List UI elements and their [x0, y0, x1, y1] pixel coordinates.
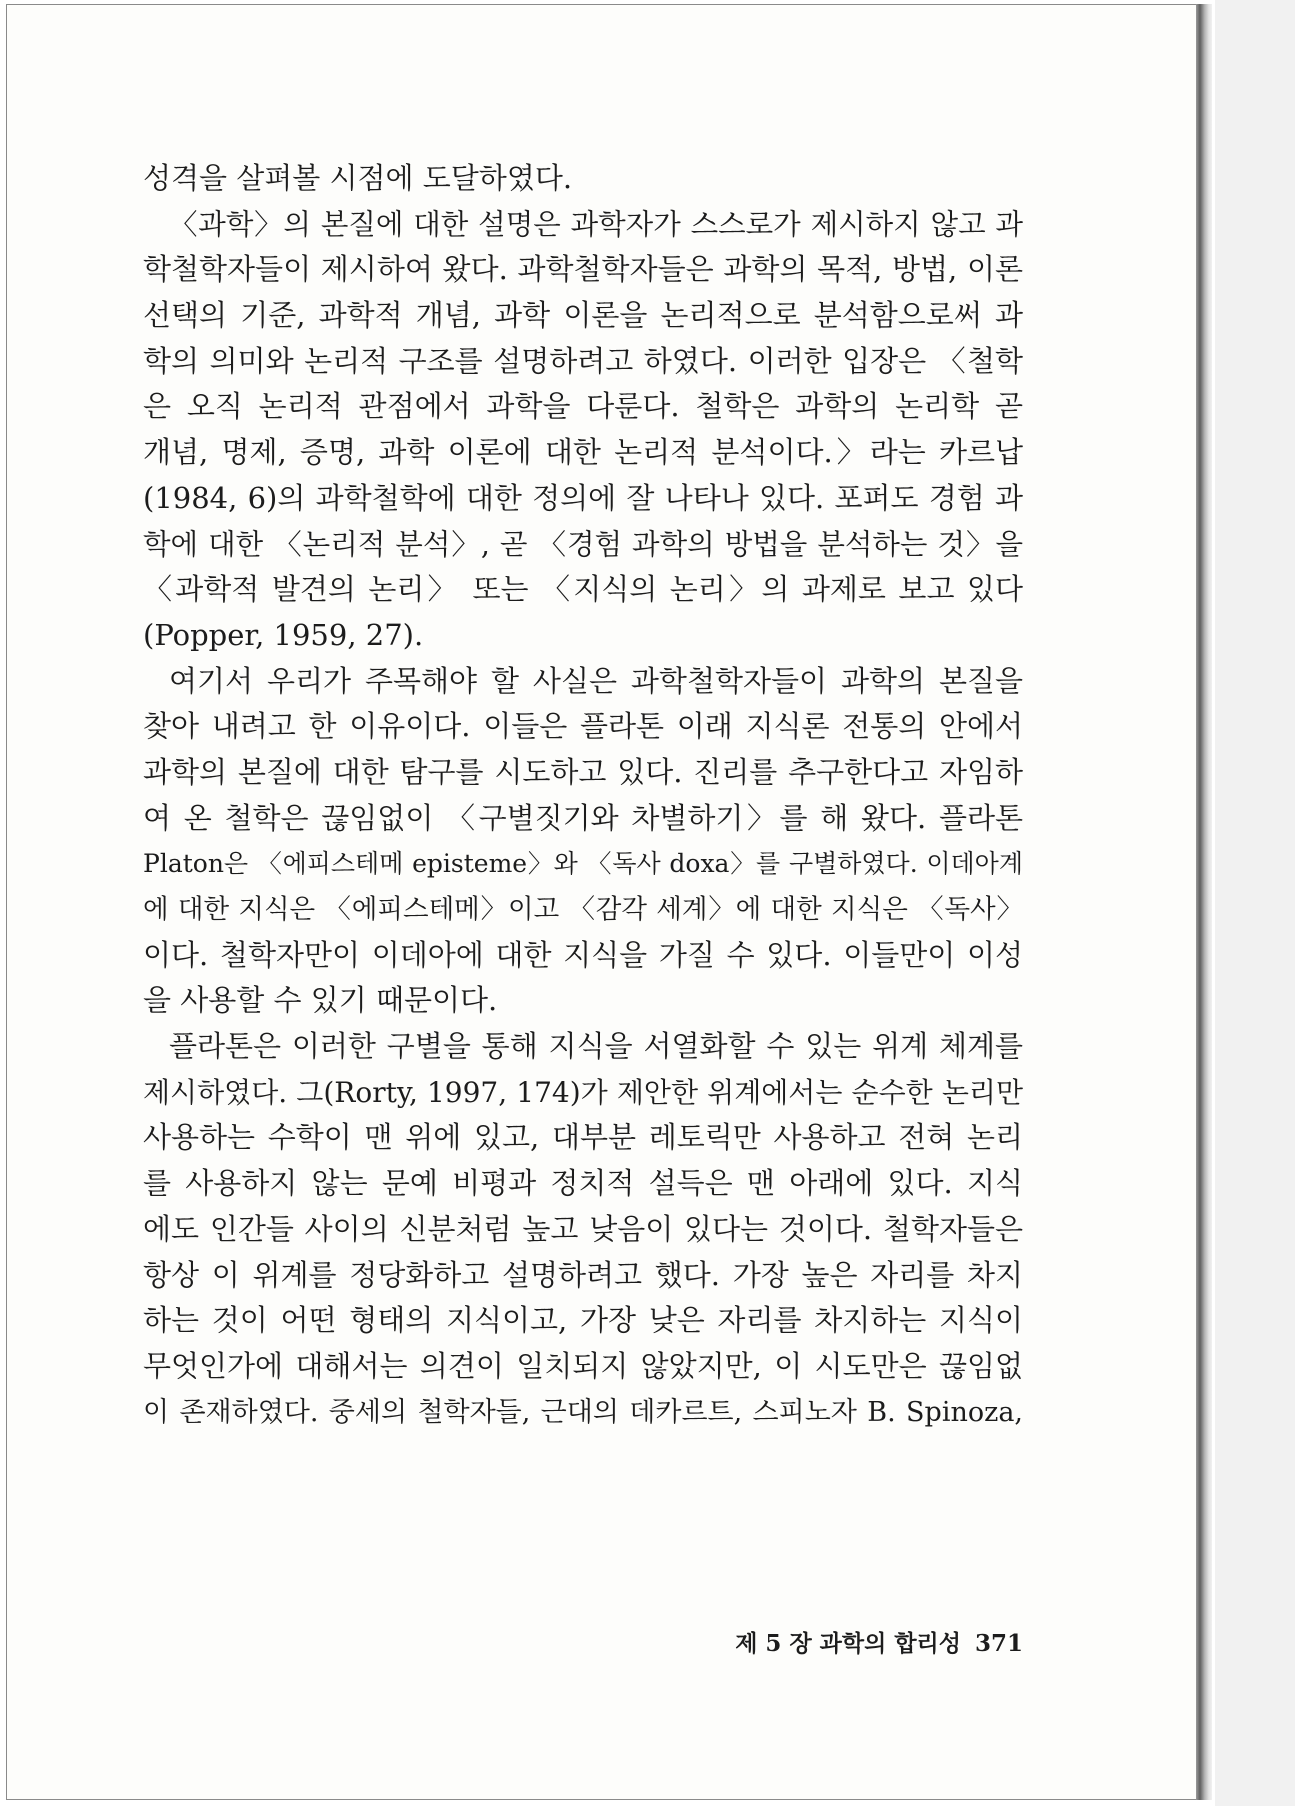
chapter-title: 제 5 장 과학의 합리성 [735, 1630, 961, 1657]
text-line: 선택의 기준, 과학적 개념, 과학 이론을 논리적으로 분석함으로써 과 [143, 298, 1023, 333]
text-line: 여기서 우리가 주목해야 할 사실은 과학철학자들이 과학의 본질을 [169, 663, 1023, 698]
text-line: 과학의 본질에 대한 탐구를 시도하고 있다. 진리를 추구한다고 자임하 [143, 754, 1023, 789]
text-line: 사용하는 수학이 맨 위에 있고, 대부분 레토릭만 사용하고 전혀 논리 [143, 1120, 1023, 1155]
text-line: 은 오직 논리적 관점에서 과학을 다룬다. 철학은 과학의 논리학 곧 [143, 389, 1023, 424]
body-text [143, 156, 1023, 1435]
page-edge-shadow [1196, 4, 1212, 1800]
text-line: 학에 대한 〈논리적 분석〉, 곧 〈경험 과학의 방법을 분석하는 것〉을 [143, 527, 1023, 561]
text-line: 에도 인간들 사이의 신분처럼 높고 낮음이 있다는 것이다. 철학자들은 [143, 1211, 1023, 1246]
text-line: (1984, 6)의 과학철학에 대한 정의에 잘 나타나 있다. 포퍼도 경험 과 [143, 480, 1023, 515]
text-line: (Popper, 1959, 27). [143, 617, 424, 652]
text-line: 을 사용할 수 있기 때문이다. [143, 983, 498, 1018]
text-line: 학철학자들이 제시하여 왔다. 과학철학자들은 과학의 목적, 방법, 이론 [143, 252, 1023, 287]
page-footer [690, 1625, 1023, 1658]
text-line: 항상 이 위계를 정당화하고 설명하려고 했다. 가장 높은 자리를 차지 [143, 1257, 1023, 1292]
viewer-background [1215, 0, 1295, 1806]
page-number: 371 [974, 1630, 1023, 1657]
text-line: 성격을 살펴볼 시점에 도달하였다. [143, 161, 573, 195]
text-line: 하는 것이 어떤 형태의 지식이고, 가장 낮은 자리를 차지하는 지식이 [143, 1303, 1023, 1338]
text-line: Platon은 〈에피스테메 episteme〉와 〈독사 doxa〉를 구별하였다. 이데아계 [143, 849, 1023, 879]
text-line: 찾아 내려고 한 이유이다. 이들은 플라톤 이래 지식론 전통의 안에서 [143, 709, 1023, 744]
text-line: 제시하였다. 그(Rorty, 1997, 174)가 제안한 위계에서는 순수한 논리만 [143, 1075, 1023, 1109]
text-line: 를 사용하지 않는 문예 비평과 정치적 설득은 맨 아래에 있다. 지식 [143, 1166, 1023, 1201]
text-line: 플라톤은 이러한 구별을 통해 지식을 서열화할 수 있는 위계 체계를 [169, 1029, 1023, 1064]
text-line: 개념, 명제, 증명, 과학 이론에 대한 논리적 분석이다.〉라는 카르납 [143, 435, 1023, 470]
text-line: 이다. 철학자만이 이데아에 대한 지식을 가질 수 있다. 이들만이 이성 [143, 937, 1023, 972]
text-line: 〈과학〉의 본질에 대한 설명은 과학자가 스스로가 제시하지 않고 과 [169, 207, 1023, 241]
text-line: 학의 의미와 논리적 구조를 설명하려고 하였다. 이러한 입장은 〈철학 [143, 343, 1023, 378]
text-line: 에 대한 지식은 〈에피스테메〉이고 〈감각 세계〉에 대한 지식은 〈독사〉 [143, 894, 1023, 925]
text-line: 이 존재하였다. 중세의 철학자들, 근대의 데카르트, 스피노자 B. Spinoza, [143, 1396, 1023, 1428]
text-line: 무엇인가에 대해서는 의견이 일치되지 않았지만, 이 시도만은 끊임없 [143, 1348, 1023, 1383]
text-line: 〈과학적 발견의 논리〉 또는 〈지식의 논리〉의 과제로 보고 있다 [143, 572, 1023, 607]
text-line: 여 온 철학은 끊임없이 〈구별짓기와 차별하기〉를 해 왔다. 플라톤 [143, 800, 1023, 835]
